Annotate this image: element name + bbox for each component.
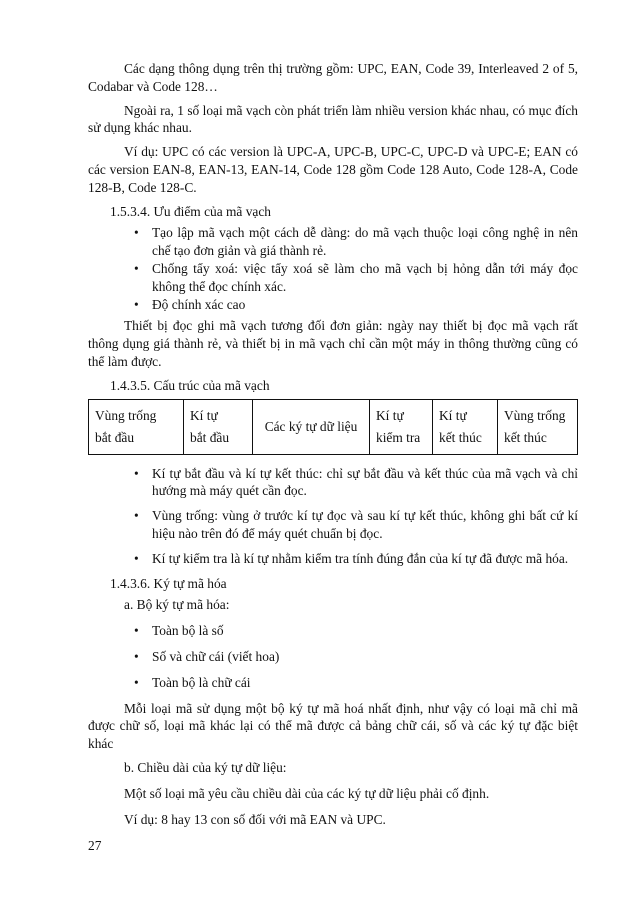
table-cell-quiet-zone-end: Vùng trống kết thúc [498, 399, 578, 454]
table-cell-check-char: Kí tự kiểm tra [370, 399, 433, 454]
bullet-icon: • [134, 648, 139, 664]
paragraph-reader-devices: Thiết bị đọc ghi mã vạch tương đối đơn giản: ngày nay thiết bị đọc mã vạch rất thông dụng giá thành rẻ, và thiết bị in mã vạch chỉ cần một máy in thông thường cũng có thể làm được. [88, 318, 578, 369]
table-cell-data-chars: Các ký tự dữ liệu [253, 399, 370, 454]
line-fixed-length: Một số loại mã yêu cầu chiều dài của các ký tự dữ liệu phải cố định. [124, 785, 490, 801]
page-number: 27 [88, 838, 102, 853]
advantages-list [88, 224, 578, 313]
list-item: • Toàn bộ là chữ cái [134, 674, 251, 690]
bullet-icon: • [134, 508, 139, 524]
bullet-icon: • [134, 225, 139, 241]
list-item: • Kí tự kiểm tra là kí tự nhằm kiểm tra tính đúng đắn của kí tự đã được mã hóa. [134, 550, 569, 566]
heading-advantages: 1.5.3.4. Ưu điểm của mã vạch [110, 203, 271, 219]
list-item: • Số và chữ cái (viết hoa) [134, 648, 280, 664]
subheading-charset: a. Bộ ký tự mã hóa: [124, 597, 230, 613]
list-item: • Vùng trống: vùng ở trước kí tự đọc và sau kí tự kết thúc, không ghi bất cứ kí hiệu nào trên đó để máy quét chuẩn bị đọc. [134, 508, 578, 541]
charset-list [88, 622, 578, 691]
line-example-ean-upc: Ví dụ: 8 hay 13 con số đối với mã EAN và UPC. [124, 811, 386, 827]
table-cell-quiet-zone-start: Vùng trống bắt đầu [89, 399, 184, 454]
heading-encoding: 1.4.3.6. Ký tự mã hóa [110, 575, 227, 591]
structure-list [88, 465, 578, 568]
barcode-structure-table [88, 399, 578, 455]
list-item: • Độ chính xác cao [134, 296, 246, 312]
paragraph-versions: Ngoài ra, 1 số loại mã vạch còn phát triển làm nhiều version khác nhau, có mục đích sử dụng khác nhau. [88, 102, 578, 136]
bullet-icon: • [134, 465, 139, 481]
table-row [89, 399, 578, 454]
list-item: • Tạo lập mã vạch một cách dễ dàng: do mã vạch thuộc loại công nghệ in nên chế tạo đơn giản và giá thành rẻ. [134, 225, 578, 259]
bullet-icon: • [134, 623, 139, 639]
bullet-icon: • [134, 260, 139, 276]
table-cell-stop-char: Kí tự kết thúc [433, 399, 498, 454]
paragraph-barcode-types: Các dạng thông dụng trên thị trường gồm: UPC, EAN, Code 39, Interleaved 2 of 5, Codabar và Code 128… [88, 61, 578, 94]
subheading-data-length: b. Chiều dài của ký tự dữ liệu: [124, 759, 287, 775]
bullet-icon: • [134, 296, 139, 312]
bullet-icon: • [134, 674, 139, 690]
table-cell-start-char: Kí tự bắt đầu [184, 399, 253, 454]
bullet-icon: • [134, 550, 139, 566]
paragraph-example-versions: Ví dụ: UPC có các version là UPC-A, UPC-B, UPC-C, UPC-D và UPC-E; EAN có các version EAN-8, EAN-13, EAN-14, Code 128 gồm Code 128 Auto, Code 128-A, Code 128-B, Code 128-C. [88, 144, 578, 195]
list-item: • Kí tự bắt đầu và kí tự kết thúc: chỉ sự bắt đầu và kết thúc của mã vạch và chỉ hướng mà máy quét cần đọc. [134, 465, 578, 499]
list-item: • Chống tẩy xoá: việc tẩy xoá sẽ làm cho mã vạch bị hỏng dẫn tới máy đọc không thể đọc chính xác. [134, 260, 578, 294]
paragraph-charset: Mỗi loại mã sử dụng một bộ ký tự mã hoá nhất định, như vậy có loại mã chỉ mã được chữ số, loại mã khác lại có thể mã được cả bảng chữ cái, số và các ký tự đặc biệt khác [88, 700, 578, 752]
heading-structure: 1.4.3.5. Cấu trúc của mã vạch [110, 377, 270, 393]
page-content [88, 60, 578, 836]
list-item: • Toàn bộ là số [134, 623, 224, 639]
